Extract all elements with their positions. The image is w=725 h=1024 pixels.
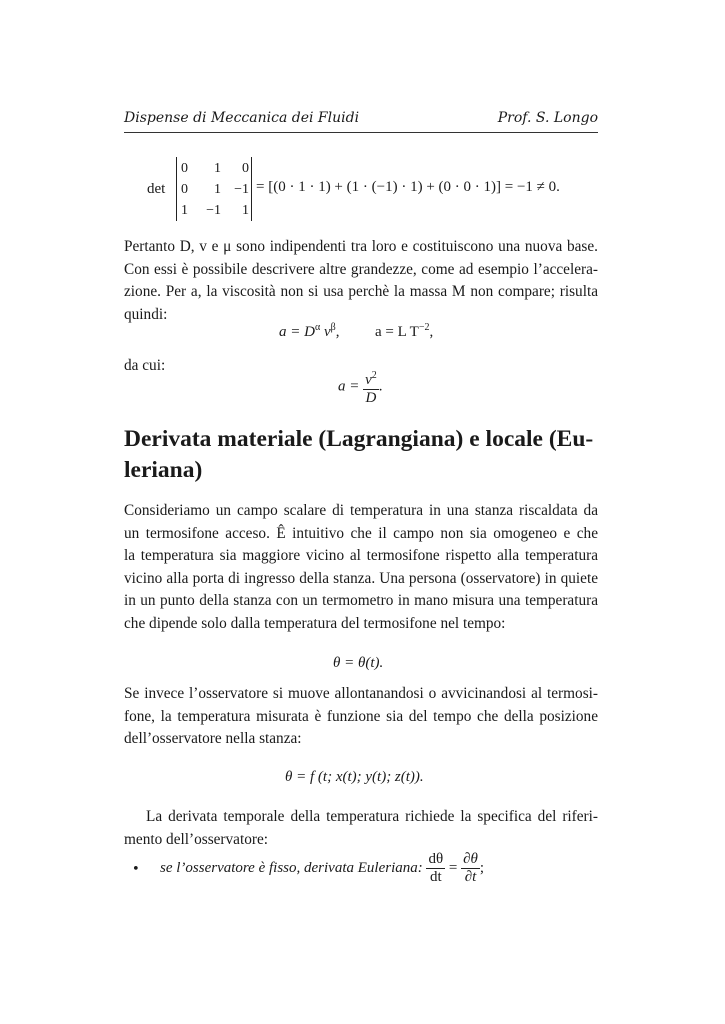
fraction-denominator: dt <box>429 869 442 885</box>
eq-text: v <box>320 324 331 340</box>
eq-sup: β <box>330 322 336 333</box>
matrix-cell: 1 <box>242 202 249 218</box>
text-line: in un punto della stanza con un termometro in mano misura una temperatura <box>124 592 598 610</box>
text-line: un termosifone acceso. Ê intuitivo che il campo non sia omogeneo e che <box>124 524 598 542</box>
text-line: La derivata temporale della temperatura richiede la specifica del riferi- <box>146 808 598 825</box>
paragraph-moving-observer <box>124 683 598 751</box>
text-line: Consideriamo un campo scalare di temperatura in una stanza riscaldata da <box>124 502 598 519</box>
equation-theta-time: θ = θ(t). <box>333 655 384 671</box>
paragraph-derivative <box>124 806 598 851</box>
equals-sign: = <box>448 860 458 876</box>
fraction-denominator: ∂t <box>464 869 477 885</box>
text-line: che dipende solo dalla temperatura del termosifone nel tempo: <box>124 614 506 632</box>
bullet-text: se l’osservatore è fisso, derivata Euleriana: <box>160 860 423 876</box>
matrix-cell: 0 <box>242 160 249 176</box>
fraction-numerator: dθ <box>428 851 444 867</box>
paragraph-temperature-field <box>124 500 598 636</box>
text-line: la temperatura sia maggiore vicino al termosifone rispetto alla temperatura <box>124 547 598 565</box>
text-line: quindi: <box>124 305 168 323</box>
matrix-cell: −1 <box>206 202 221 218</box>
equation-acceleration <box>279 322 433 341</box>
bullet-item-eulerian <box>160 851 484 886</box>
eq-sup: 2 <box>371 370 377 381</box>
matrix-cell: 0 <box>181 181 188 197</box>
eq-text: , <box>335 324 340 340</box>
eq-text: , <box>429 324 434 340</box>
eq-text: a = D <box>279 324 315 340</box>
fraction-numerator: v <box>365 372 372 388</box>
determinant-label: det <box>147 181 166 197</box>
fraction-denominator: D <box>365 390 377 406</box>
text-line: Con essi è possibile descrivere altre grandezze, come ad esempio l’accelera- <box>124 260 598 278</box>
text-line: dell’osservatore nella stanza: <box>124 730 302 748</box>
paragraph-basis <box>124 236 598 326</box>
equation-theta-position: θ = f (t; x(t); y(t); z(t)). <box>285 769 424 785</box>
fraction <box>461 851 480 886</box>
matrix-cell: 1 <box>214 181 221 197</box>
matrix-cell: −1 <box>234 181 249 197</box>
section-heading-line: Derivata materiale (Lagrangiana) e locale (Eu- <box>124 426 594 452</box>
fraction-numerator: ∂θ <box>463 851 478 867</box>
eq-sup: α <box>314 322 321 333</box>
bullet-icon: • <box>132 862 140 877</box>
page-header <box>124 110 598 133</box>
matrix-cell: 0 <box>181 160 188 176</box>
eq-text: a = <box>338 378 360 395</box>
eq-sup: −2 <box>418 322 430 333</box>
eq-text: a = L T <box>374 324 419 340</box>
matrix-cell: 1 <box>181 202 188 218</box>
section-heading-line: leriana) <box>124 457 203 483</box>
section-heading <box>124 424 604 486</box>
header-course-title: Dispense di Meccanica dei Fluidi <box>124 110 360 126</box>
text-line: mento dell’osservatore: <box>124 830 268 848</box>
text-line: Pertanto D, v e μ sono indipendenti tra loro e costituiscono una nuova base. <box>124 238 598 255</box>
text-line: fone, la temperatura misurata è funzione sia del tempo che della posizione <box>124 707 598 725</box>
matrix-cell: 1 <box>214 160 221 176</box>
header-author: Prof. S. Longo <box>497 110 598 126</box>
text-line: vicino alla porta di ingresso della stanza. Una persona (osservatore) in quiete <box>124 569 598 587</box>
text-line: da cui: <box>124 357 166 374</box>
eq-text: . <box>378 378 383 395</box>
semicolon: ; <box>479 860 485 876</box>
text-line: Se invece l’osservatore si muove allontanandosi o avvicinandosi al termosi- <box>124 685 598 702</box>
fraction <box>426 851 445 886</box>
determinant-result: = [(0 · 1 · 1) + (1 · (−1) · 1) + (0 · 0 · 1)] = −1 ≠ 0. <box>256 179 560 195</box>
equation-acceleration-result <box>338 367 383 407</box>
determinant-matrix <box>176 157 252 221</box>
fraction <box>363 367 379 407</box>
text-line: zione. Per a, la viscosità non si usa perchè la massa M non compare; risulta <box>124 283 598 301</box>
